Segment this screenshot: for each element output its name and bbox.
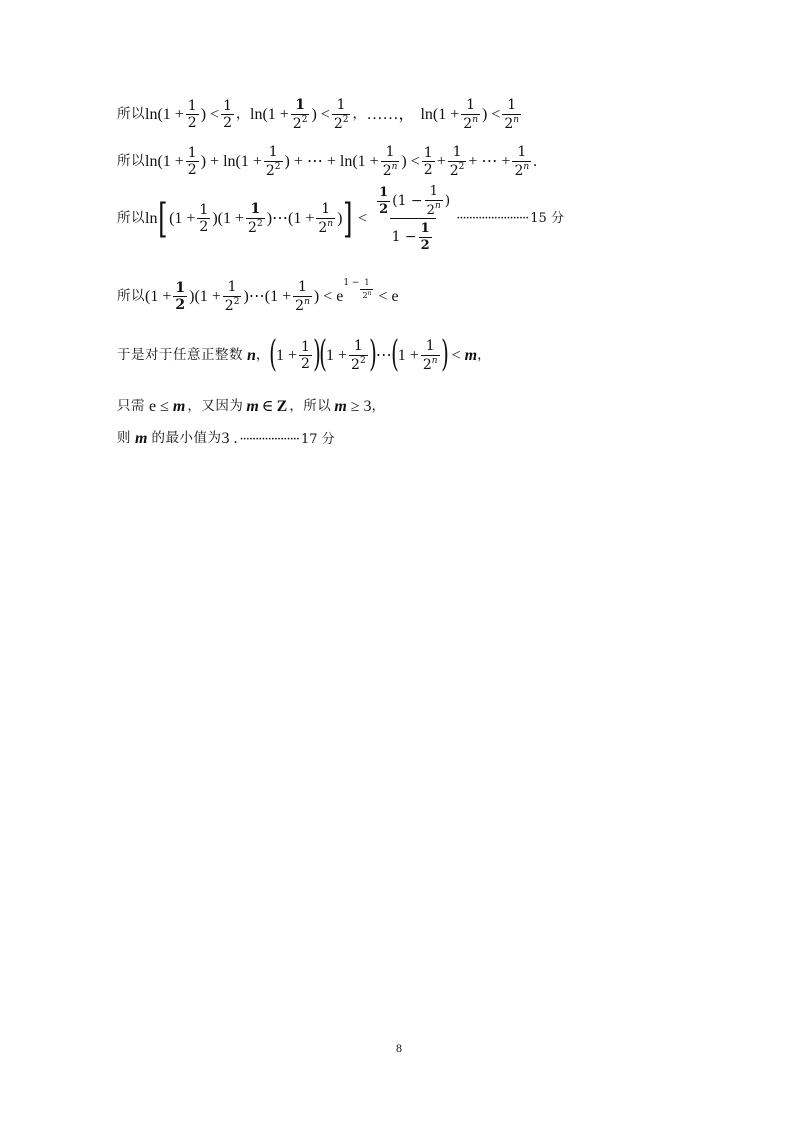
prefix-text: 所以 <box>117 152 145 169</box>
dot-leader: ··················· <box>239 431 299 447</box>
fraction: $\frac{1}{2^2}$ <box>351 338 366 373</box>
fraction: $\frac{1}{2}$ <box>175 279 186 314</box>
math-text: ) + ln(1 + <box>200 152 262 170</box>
derivation-line-4 <box>117 280 399 313</box>
math-text: )(1 + <box>189 287 221 305</box>
ellipsis: ……， <box>366 105 415 123</box>
math-text: < <box>451 346 461 364</box>
derivation-line-2 <box>117 145 537 178</box>
math-text: ln(1 + <box>145 105 184 123</box>
variable-m: m <box>135 430 148 447</box>
math-text: (1 + <box>145 287 172 305</box>
math-text: < <box>323 287 333 305</box>
text: ，又因为 <box>187 398 244 415</box>
fraction: $\frac{1}{2^2}$ <box>265 144 281 179</box>
exponent: 1 − $\frac{1}{2^n}$ <box>343 278 372 300</box>
math-text: ) < <box>482 105 501 123</box>
integer-set: Z <box>276 398 288 415</box>
fraction: $\frac{1}{2^n}$ <box>382 144 398 179</box>
fraction: $\frac{1}{2^n}$ <box>514 144 530 179</box>
math-text: + ⋯ + <box>468 152 511 170</box>
right-paren: ) <box>313 334 321 376</box>
fraction: $\frac{1}{2^n}$ <box>504 97 520 132</box>
text: 的最小值为 <box>151 430 222 447</box>
math-text: ∈ <box>261 398 274 415</box>
fraction: $\frac{1}{2^2}$ <box>333 97 349 132</box>
derivation-line-3 <box>117 185 564 253</box>
math-text: e <box>336 287 344 305</box>
math-text: < <box>358 209 368 227</box>
fraction: $\frac{1}{2}$ <box>300 338 310 373</box>
left-bracket: [ <box>158 195 168 242</box>
right-paren: ) <box>440 334 449 376</box>
math-text: ln(1 + <box>145 152 184 170</box>
conclusion-line-5 <box>117 334 492 376</box>
score-label: 17 分 <box>300 431 335 447</box>
separator: ， <box>477 346 492 363</box>
math-text: ) <box>313 287 320 305</box>
math-text: 1 + <box>275 346 297 364</box>
fraction: $\frac{1}{2^2}$ <box>248 201 263 236</box>
fraction: $\frac{1}{2}$ <box>199 201 209 236</box>
fraction: $\frac{1}{2}$ <box>223 97 232 132</box>
left-paren: ( <box>269 334 277 376</box>
math-text: < <box>378 287 388 305</box>
variable-m: m <box>464 346 478 364</box>
fraction: $\frac{1}{2^n}$ <box>295 279 310 314</box>
left-paren: ( <box>319 334 327 376</box>
math-text: ) < <box>401 152 420 170</box>
fraction: $\frac{1}{2^n}$ <box>422 338 438 373</box>
variable-m: m <box>172 398 186 415</box>
prefix-text: 所以 <box>117 210 145 227</box>
right-paren: ) <box>368 334 377 376</box>
math-text: e <box>391 287 399 305</box>
prefix-text: 所以 <box>117 105 145 122</box>
fraction: $\frac{1}{2^2}$ <box>224 279 240 314</box>
fraction: $\frac{1}{2^2}$ <box>449 144 465 179</box>
text: 只需 <box>117 398 145 415</box>
left-paren: ( <box>390 334 399 376</box>
text: ，所以 <box>289 398 332 415</box>
math-text: + <box>436 152 446 170</box>
text: 则 <box>117 430 131 447</box>
text: 于是对于任意正整数 <box>117 346 243 363</box>
prefix-text: 所以 <box>117 287 145 304</box>
math-text: )⋯(1 + <box>266 209 315 227</box>
math-text: )(1 + <box>212 209 245 227</box>
right-bracket: ] <box>343 195 353 242</box>
conclusion-line-7 <box>117 431 335 447</box>
separator: ， <box>371 398 386 415</box>
derivation-line-1 <box>117 98 523 131</box>
math-text: ln(1 + <box>420 105 460 123</box>
math-text: . <box>533 152 538 170</box>
math-text: ) + ⋯ + ln(1 + <box>284 152 379 170</box>
math-text: )⋯(1 + <box>243 287 292 305</box>
page-number: 8 <box>396 1041 402 1055</box>
variable-m: m <box>334 398 347 415</box>
math-text: 1 + <box>326 346 348 364</box>
separator: ， <box>255 346 270 363</box>
math-text: 3 . <box>221 430 238 447</box>
fraction: $\frac{1}{2^n}$ <box>463 97 478 132</box>
variable-n: n <box>247 346 256 364</box>
math-text: ⋯ <box>375 346 392 364</box>
separator: ， <box>352 105 367 122</box>
fraction: $\frac{1}{2}$ <box>423 144 433 179</box>
math-text: ln(1 + <box>250 105 289 123</box>
fraction: $\frac{1}{2}$ <box>187 97 197 132</box>
big-fraction: $\frac{1}{2}$ (1 − $\frac{1}{2^n}$ ) 1 − $\frac{1}{2}$ <box>379 184 451 253</box>
math-text: ) < <box>200 105 220 123</box>
math-text: (1 + <box>169 209 196 227</box>
fraction: $\frac{1}{2^n}$ <box>318 201 334 236</box>
score-label: 15 分 <box>530 211 564 227</box>
math-text: ln <box>145 209 158 227</box>
math-text: ) <box>337 209 343 227</box>
separator: ， <box>236 105 250 122</box>
math-text: ) < <box>311 105 330 123</box>
fraction: $\frac{1}{2}$ <box>187 144 197 179</box>
math-text: ≥ 3 <box>350 398 372 415</box>
variable-m: m <box>246 398 259 415</box>
math-text: 1 + <box>397 346 419 364</box>
dot-leader: ······················· <box>456 211 529 227</box>
conclusion-line-6 <box>117 399 386 415</box>
fraction: $\frac{1}{2^2}$ <box>292 97 308 132</box>
math-text: e ≤ <box>149 398 169 415</box>
